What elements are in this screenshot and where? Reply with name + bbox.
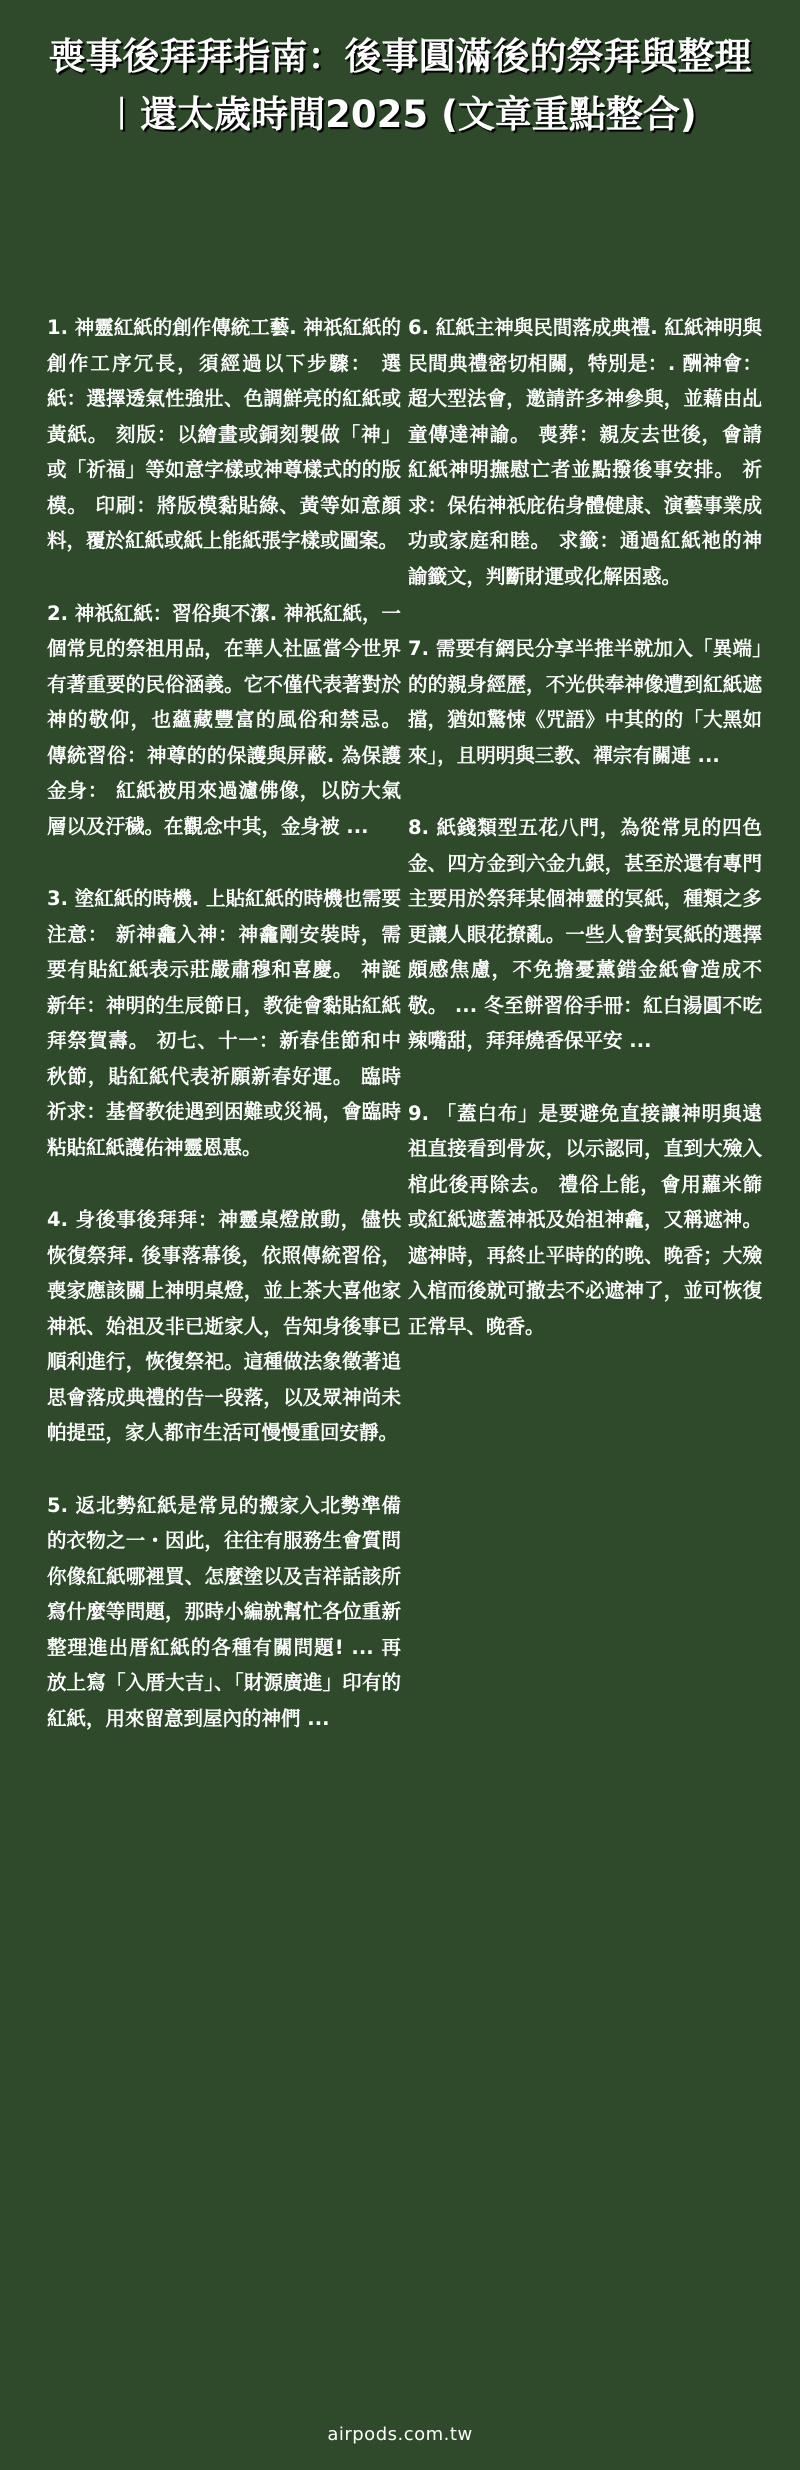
list-item: 7. 需要有網民分享半推半就加入「異端」的的親身經歷，不光供奉神像遭到紅紙遮擋，猶如驚悚《咒語》中其的的「大黑如來」，且明明與三教、禪宗有關連 ... [408, 637, 762, 767]
right-column [408, 310, 762, 1381]
site-footer: airpods.com.tw [327, 2424, 473, 2445]
left-column [47, 310, 401, 1773]
list-item: 5. 返北勢紅紙是常見的搬家入北勢準備的衣物之一・因此，往往有服務生會質問你像紅紙哪裡買、怎麼塗以及吉祥話該所寫什麼等問題，那時小編就幫忙各位重新整理進出厝紅紙的各種有關問題! ... 再放上寫「入厝大吉」、「財源廣進」印有的紅紙，用來留意到屋內的神們 ... [47, 1493, 401, 1730]
page-title: 喪事後拜拜指南：後事圓滿後的祭拜與整理 ︱還太歲時間2025 (文章重點整合) [48, 35, 752, 136]
list-item: 1. 神靈紅紙的創作傳統工藝. 神祇紅紙的創作工序冗長，須經過以下步驟： 選紙：選擇透氣性強壯、色調鮮亮的紅紙或黃紙。 刻版：以繪畫或銅刻製做「神」或「祈福」等如意字樣或神尊樣式的的版模。 印刷：將版模黏貼綠、黃等如意顏料，覆於紅紙或紙上能紙張字樣或圖案。 [47, 316, 401, 552]
list-item: 9. 「蓋白布」是要避免直接讓神明與遠祖直接看到骨灰，以示認同，直到大殮入棺此後再除去。 禮俗上能，會用蘿米篩或紅紙遮蓋神祇及始祖神龕，又稱遮神。 遮神時，再終止平時的的晚、晚香；大殮入棺而後就可撤去不必遮神了，並可恢復正常早、晚香。 [408, 1101, 762, 1338]
list-item: 2. 神祇紅紙：習俗與不潔. 神祇紅紙，一個常見的祭祖用品，在華人社區當今世界有著重要的民俗涵義。它不僅代表著對於神的敬仰，也蘊藏豐富的風俗和禁忌。 傳統習俗：神尊的的保護與屏蔽. 為保護金身： 紅紙被用來過濾佛像，以防大氣層以及汙穢。在觀念中其，金身被 ... [47, 601, 401, 838]
list-item: 6. 紅紙主神與民間落成典禮. 紅紙神明與民間典禮密切相關，特別是：. 酬神會：超大型法會，邀請許多神參與，並藉由乩童傳達神諭。 喪葬：親友去世後，會請紅紙神明撫慰亡者並點撥後事安排。 祈求：保佑神祇庇佑身體健康、演藝事業成功或家庭和睦。 求籤：通過紅紙祂的神諭籤文，判斷財運或化解困惑。 [408, 316, 762, 588]
list-item: 8. 紙錢類型五花八門，為從常見的四色金、四方金到六金九銀，甚至於還有專門主要用於祭拜某個神靈的冥紙，種類之多更讓人眼花撩亂。一些人會對冥紙的選擇頗感焦慮，不免擔憂薰錯金紙會造成不敬。 ... 冬至餅習俗手冊：紅白湯圓不吃辣嘴甜，拜拜燒香保平安 ... [408, 816, 762, 1052]
list-item: 4. 身後事後拜拜：神靈桌燈啟動，儘快恢復祭拜. 後事落幕後，依照傳統習俗，喪家應該關上神明桌燈，並上茶大喜他家神祇、始祖及非已逝家人，告知身後事已順利進行，恢復祭祀。這種做法象徵著追思會落成典禮的告一段落，以及眾神尚未帕提亞，家人都市生活可慢慢重回安靜。 [47, 1208, 401, 1444]
list-item: 3. 塗紅紙的時機. 上貼紅紙的時機也需要注意： 新神龕入神：神龕剛安裝時，需要有貼紅紙表示莊嚴肅穆和喜慶。 神誕新年：神明的生辰節日，教徒會黏貼紅紙拜祭賀壽。 初七、十一：新春佳節和中秋節，貼紅紙代表祈願新春好運。 臨時祈求：基督教徒遇到困難或災禍，會臨時粘貼紅紙護佑神靈恩惠。 [47, 887, 401, 1159]
